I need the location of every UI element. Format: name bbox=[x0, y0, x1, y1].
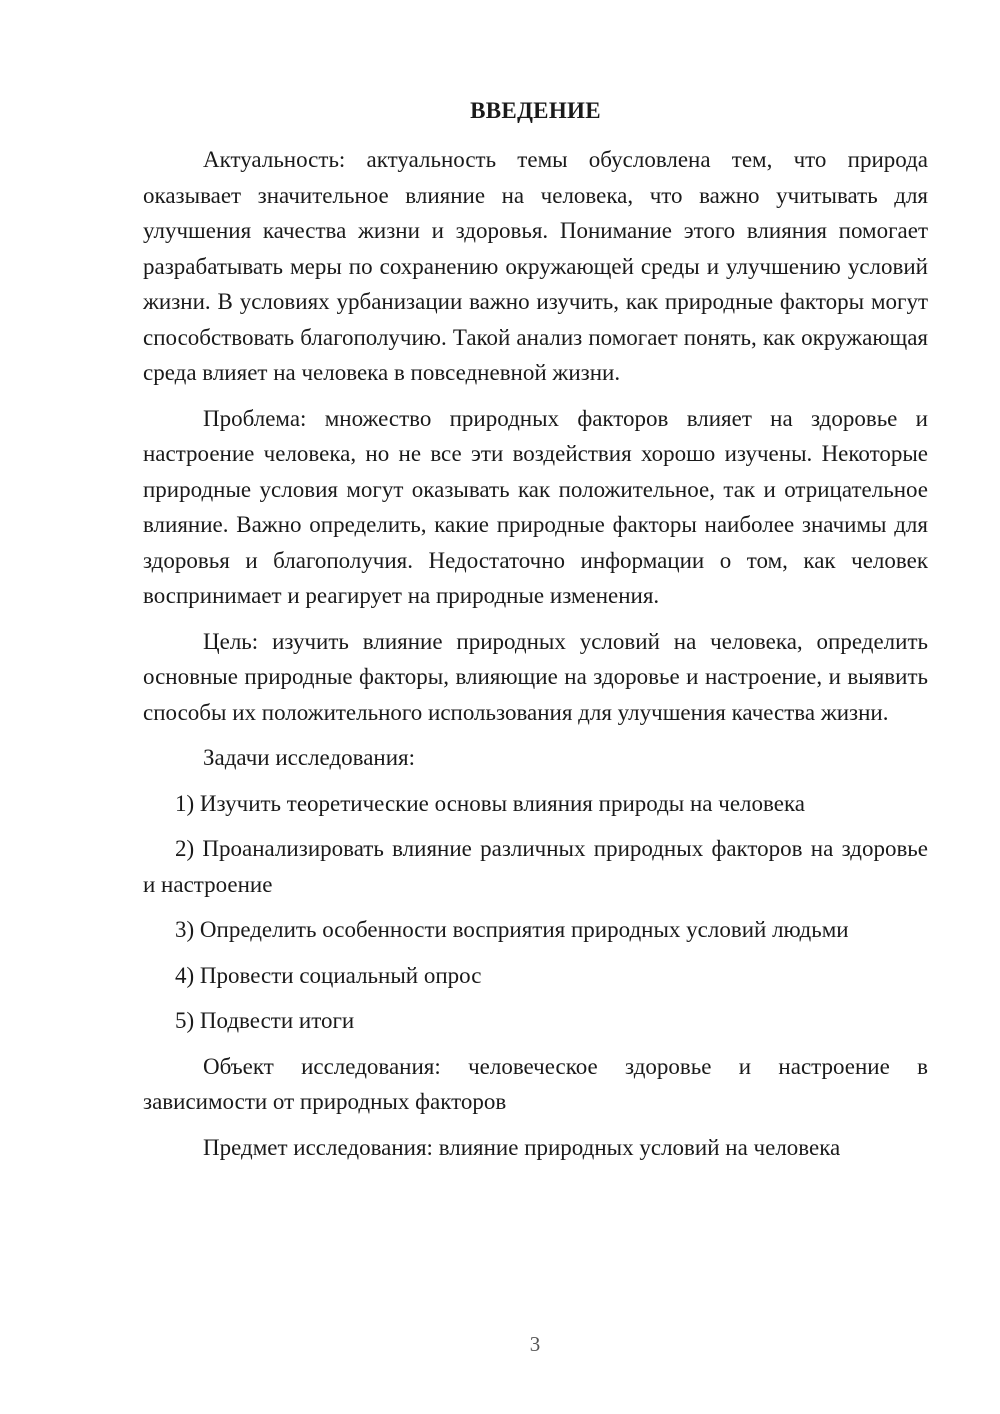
document-body bbox=[143, 142, 928, 1175]
task-item-2: 2) Проанализировать влияние различных природных факторов на здоровье и настроение bbox=[143, 836, 928, 897]
subject-paragraph: Предмет исследования: влияние природных условий на человека bbox=[203, 1134, 841, 1160]
task-item-3: 3) Определить особенности восприятия природных условий людьми bbox=[175, 917, 849, 942]
relevance-paragraph: Актуальность: актуальность темы обусловлена тем, что природа оказывает значительное влияние на человека, что важно учитывать для улучшения качества жизни и здоровья. Понимание этого влияния помогает разрабатывать меры по сохранению окружающей среды и улучшению условий жизни. В условиях урбанизации важно изучить, как природные факторы могут способствовать благополучию. Такой анализ помогает понять, как окружающая среда влияет на человека в повседневной жизни. bbox=[143, 147, 928, 385]
object-paragraph: Объект исследования: человеческое здоровье и настроение в зависимости от природных факторов bbox=[143, 1053, 928, 1114]
task-item-1: 1) Изучить теоретические основы влияния природы на человека bbox=[175, 790, 805, 816]
tasks-heading: Задачи исследования: bbox=[203, 745, 416, 770]
problem-paragraph: Проблема: множество природных факторов влияет на здоровье и настроение человека, но не все эти воздействия хорошо изучены. Некоторые природные условия могут оказывать как положительное, так и отрицательное влияние. Важно определить, какие природные факторы наиболее значимы для здоровья и благополучия. Недостаточно информации о том, как человек воспринимает и реагирует на природные изменения. bbox=[143, 405, 928, 608]
goal-paragraph: Цель: изучить влияние природных условий на человека, определить основные природные факторы, влияющие на здоровье и настроение, и выявить способы их положительного использования для улучшения качества жизни. bbox=[143, 628, 928, 725]
task-item-4: 4) Провести социальный опрос bbox=[175, 962, 482, 988]
page-title: ВВЕДЕНИЕ bbox=[470, 98, 601, 123]
page-number: 3 bbox=[529, 1332, 541, 1356]
task-item-5: 5) Подвести итоги bbox=[175, 1008, 355, 1033]
